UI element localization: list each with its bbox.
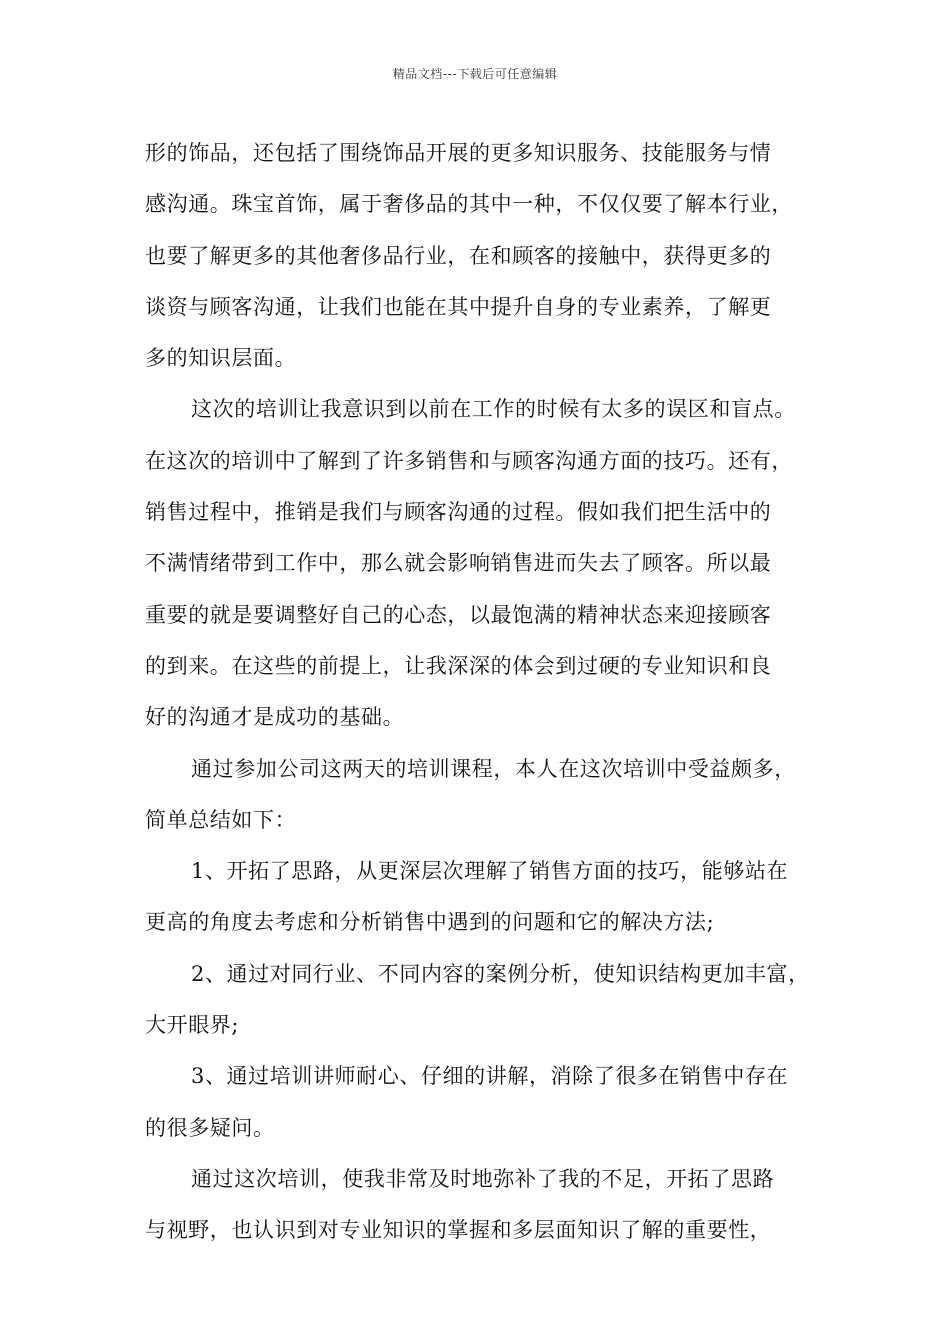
text-line: 好的沟通才是成功的基础。 (145, 705, 405, 730)
text-line: 大开眼界; (145, 1013, 240, 1038)
text-line: 1、开拓了思路，从更深层次理解了销售方面的技巧，能够站在 (191, 859, 789, 884)
page-header: 精品文档---下载后可任意编辑 (392, 67, 558, 81)
text-line: 更高的角度去考虑和分析销售中遇到的问题和它的解决方法; (145, 910, 715, 935)
text-line: 销售过程中，推销是我们与顾客沟通的过程。假如我们把生活中的 (145, 500, 772, 525)
text-line: 的很多疑问。 (145, 1115, 275, 1140)
text-line: 多的知识层面。 (145, 346, 297, 371)
text-line: 不满情绪带到工作中，那么就会影响销售进而失去了顾客。所以最 (145, 551, 772, 576)
text-line: 3、通过培训讲师耐心、仔细的讲解，消除了很多在销售中存在 (191, 1064, 789, 1089)
text-line: 通过参加公司这两天的培训课程，本人在这次培训中受益颇多， (191, 756, 796, 781)
text-line: 这次的培训让我意识到以前在工作的时候有太多的误区和盲点。 (191, 397, 796, 422)
text-line: 谈资与顾客沟通，让我们也能在其中提升自身的专业素养，了解更 (145, 294, 772, 319)
text-line: 形的饰品，还包括了围绕饰品开展的更多知识服务、技能服务与情 (145, 141, 772, 165)
text-line: 在这次的培训中了解到了许多销售和与顾客沟通方面的技巧。还有， (145, 448, 793, 473)
text-line: 也要了解更多的其他奢侈品行业，在和顾客的接触中，获得更多的 (145, 243, 772, 268)
text-line: 2、通过对同行业、不同内容的案例分析，使知识结构更加丰富， (191, 961, 810, 986)
text-line: 的到来。在这些的前提上，让我深深的体会到过硬的专业知识和良 (145, 653, 772, 678)
document-body (145, 128, 810, 1257)
text-line: 通过这次培训，使我非常及时地弥补了我的不足，开拓了思路 (191, 1166, 775, 1191)
text-line: 与视野，也认识到对专业知识的掌握和多层面知识了解的重要性， (145, 1218, 772, 1243)
text-line: 简单总结如下： (145, 807, 297, 832)
text-line: 感沟通。珠宝首饰，属于奢侈品的其中一种，不仅仅要了解本行业， (145, 192, 793, 217)
text-line: 重要的就是要调整好自己的心态，以最饱满的精神状态来迎接顾客 (145, 602, 772, 627)
